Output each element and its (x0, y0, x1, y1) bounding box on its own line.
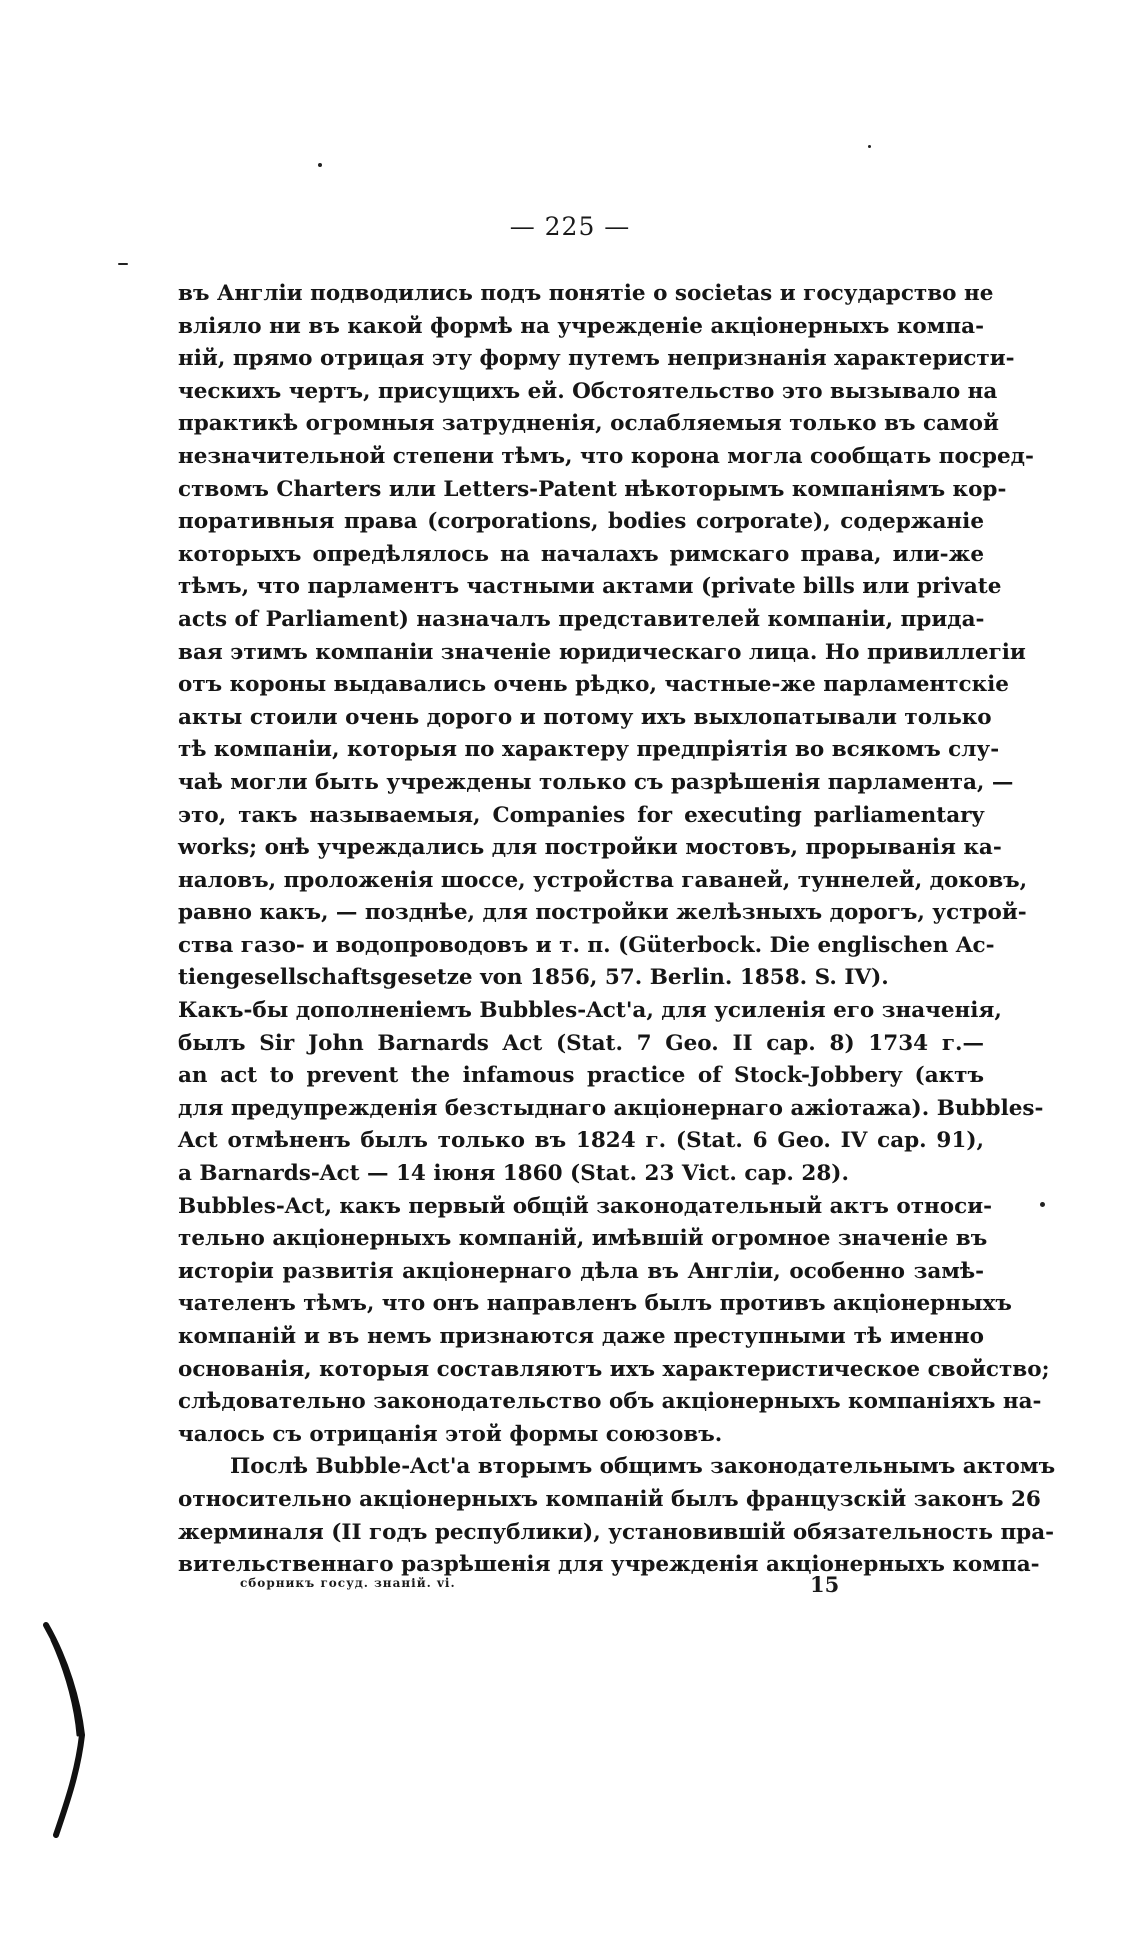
text-line: an act to prevent the infamous practice of Stock-Jobbery (актъ (178, 1063, 984, 1089)
text-line: въ Англіи подводились подъ понятіе о societas и государство не (178, 281, 994, 306)
scan-speck (868, 145, 871, 148)
text-line: Какъ-бы дополненіемъ Bubbles-Act'a, для усиленія его значенія, (178, 998, 1002, 1024)
text-line: былъ Sir John Barnards Act (Stat. 7 Geo. II cap. 8) 1734 г.— (178, 1030, 984, 1056)
text-line: вліяло ни въ какой формѣ на учрежденіе акціонерныхъ компа- (178, 313, 984, 339)
scan-speck (1040, 1202, 1045, 1207)
text-line: а Barnards-Act — 14 іюня 1860 (Stat. 23 Vict. cap. 28). (178, 1161, 849, 1187)
scan-speck (318, 163, 322, 167)
text-line: которыхъ опредѣлялось на началахъ римскаго права, или-же (178, 541, 984, 567)
body-text (178, 278, 1056, 1582)
text-line: относительно акціонерныхъ компаній былъ французскій законъ 26 (178, 1486, 1041, 1512)
text-line: ческихъ чертъ, присущихъ ей. Обстоятельство это вызывало на (178, 378, 998, 404)
text-line: незначительной степени тѣмъ, что корона могла сообщать посред- (178, 443, 1034, 469)
text-line: чалось съ отрицанія этой формы союзовъ. (178, 1421, 723, 1447)
text-line: исторіи развитія акціонернаго дѣла въ Англіи, особенно замѣ- (178, 1258, 984, 1284)
text-line: acts of Parliament) назначалъ представителей компаніи, прида- (178, 606, 985, 632)
text-line: для предупрежденія безстыднаго акціонернаго ажіотажа). Bubbles- (178, 1095, 1044, 1121)
sheet-number: 15 (810, 1572, 840, 1597)
text-line: слѣдовательно законодательство объ акціонерныхъ компаніяхъ на- (178, 1389, 1042, 1415)
text-line: тельно акціонерныхъ компаній, имѣвшій огромное значеніе въ (178, 1226, 988, 1252)
text-line: Act отмѣненъ былъ только въ 1824 г. (Stat. 6 Geo. IV cap. 91), (178, 1128, 984, 1154)
text-line: Послѣ Bubble-Act'a вторымъ общимъ законодательнымъ актомъ (230, 1454, 1056, 1480)
page-number: — 225 — (509, 212, 631, 241)
text-line: практикѣ огромныя затрудненія, ослабляемыя только въ самой (178, 411, 999, 437)
text-line: ства газо- и водопроводовъ и т. п. (Güterbock. Die englischen Ac- (178, 932, 995, 958)
page-footer (0, 1572, 1140, 1602)
text-line: основанія, которыя составляютъ ихъ характеристическое свойство; (178, 1356, 1050, 1382)
text-line: Bubbles-Act, какъ первый общій законодательный актъ относи- (178, 1193, 993, 1219)
text-line: акты стоили очень дорого и потому ихъ выхлопатывали только (178, 704, 992, 730)
text-line: чаѣ могли быть учреждены только съ разрѣшенія парламента, — (178, 769, 1014, 795)
text-line: вительственнаго разрѣшенія для учрежденія акціонерныхъ компа- (178, 1552, 1040, 1578)
binding-edge-mark (38, 1620, 98, 1840)
text-line: равно какъ, — позднѣе, для постройки желѣзныхъ дорогъ, устрой- (178, 900, 1027, 926)
text-line: это, такъ называемыя, Companies for executing parliamentary (178, 802, 984, 828)
text-line: тѣмъ, что парламентъ частными актами (private bills или private (178, 574, 1002, 600)
text-line: ній, прямо отрицая эту форму путемъ непризнанія характеристи- (178, 346, 1015, 372)
text-line: поративныя права (corporations, bodies corporate), содержаніе (178, 509, 984, 535)
text-line: компаній и въ немъ признаются даже преступными тѣ именно (178, 1324, 984, 1349)
text-line: вая этимъ компаніи значеніе юридическаго лица. Но привиллегіи (178, 639, 1026, 665)
text-line: отъ короны выдавались очень рѣдко, частные-же парламентскіе (178, 672, 1009, 698)
text-line: tiengesellschaftsgesetze von 1856, 57. Berlin. 1858. S. IV). (178, 965, 889, 991)
text-line: works; онѣ учреждались для постройки мостовъ, прорыванія ка- (178, 835, 1002, 861)
text-line: жерминаля (II годъ республики), установившій обязательность пра- (178, 1519, 1055, 1545)
footer-signature: сборникъ госуд. знаній. vi. (240, 1576, 456, 1590)
text-line: наловъ, проложенія шоссе, устройства гаваней, туннелей, доковъ, (178, 867, 1028, 893)
text-line: чателенъ тѣмъ, что онъ направленъ былъ противъ акціонерныхъ (178, 1291, 1012, 1317)
text-line: тѣ компаніи, которыя по характеру предпріятія во всякомъ слу- (178, 737, 1000, 763)
text-line: ствомъ Charters или Letters-Patent нѣкоторымъ компаніямъ кор- (178, 476, 1007, 502)
scan-speck (118, 263, 128, 265)
